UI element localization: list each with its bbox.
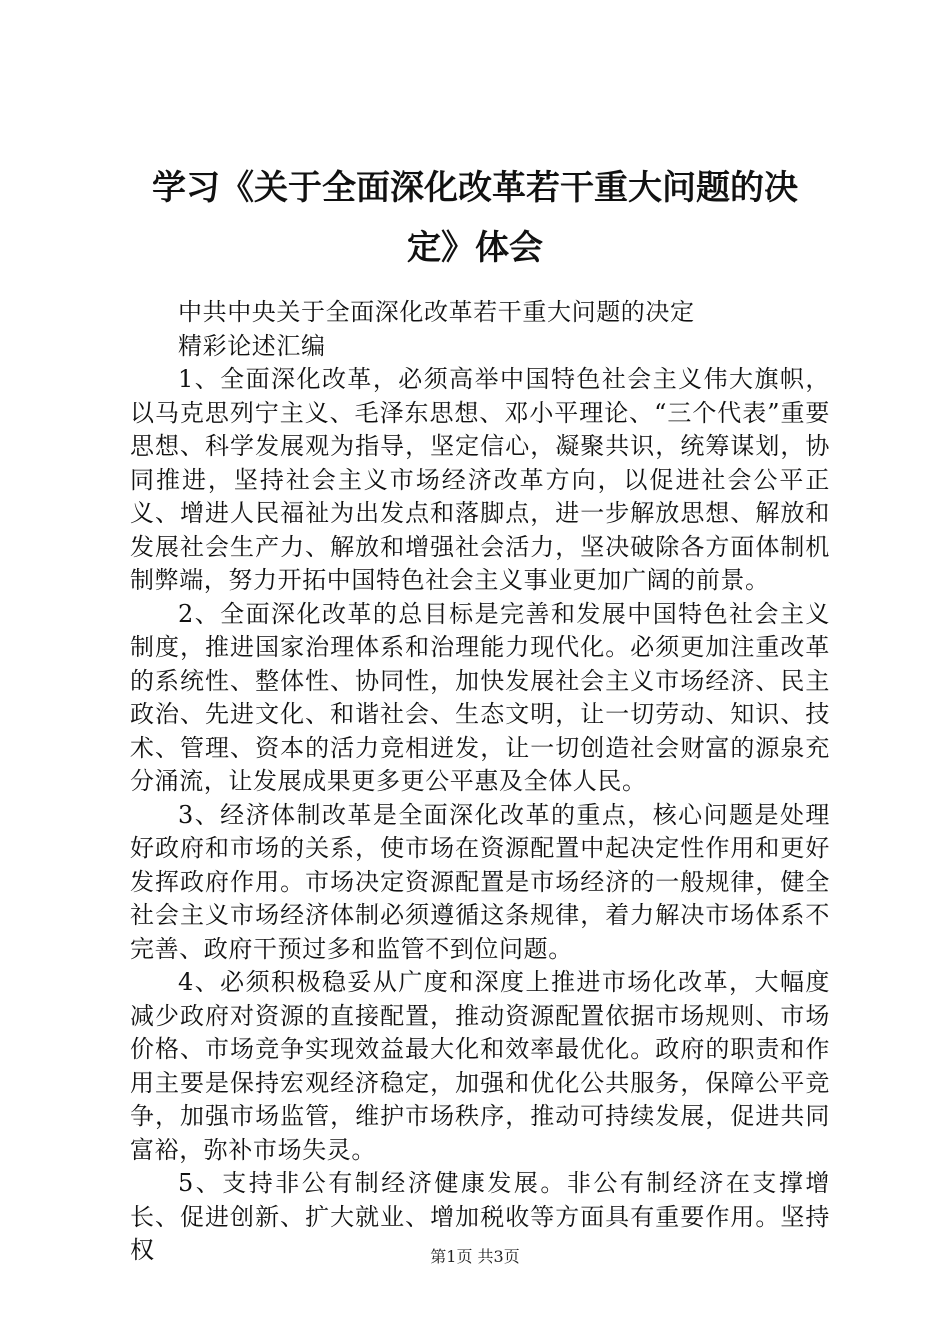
document-title	[0, 158, 950, 278]
title-line-1: 学习《关于全面深化改革若干重大问题的决	[152, 168, 798, 208]
page-footer: 第1页 共3页	[430, 1247, 520, 1266]
title-line-2: 定》体会	[407, 228, 543, 268]
subtitle-line: 精彩论述汇编	[178, 331, 326, 360]
paragraph: 2、全面深化改革的总目标是完善和发展中国特色社会主义制度，推进国家治理体系和治理能力现代化。必须更加注重改革的系统性、整体性、协同性，加快发展社会主义市场经济、民主政治、先进文化、和谐社会、生态文明，让一切劳动、知识、技术、管理、资本的活力竞相迸发，让一切创造社会财富的源泉充分涌流，让发展成果更多更公平惠及全体人民。	[130, 599, 830, 795]
paragraph: 4、必须积极稳妥从广度和深度上推进市场化改革，大幅度减少政府对资源的直接配置，推动资源配置依据市场规则、市场价格、市场竞争实现效益最大化和效率最优化。政府的职责和作用主要是保持宏观经济稳定，加强和优化公共服务，保障公平竞争，加强市场监管，维护市场秩序，推动可持续发展，促进共同富裕，弥补市场失灵。	[130, 968, 830, 1164]
subtitle-line: 中共中央关于全面深化改革若干重大问题的决定	[178, 298, 695, 326]
paragraph: 1、全面深化改革，必须高举中国特色社会主义伟大旗帜，以马克思列宁主义、毛泽东思想、邓小平理论、“三个代表”重要思想、科学发展观为指导，坚定信心，凝聚共识，统筹谋划，协同推进，坚持社会主义市场经济改革方向，以促进社会公平正义、增进人民福祉为出发点和落脚点，进一步解放思想、解放和发展社会生产力、解放和增强社会活力，坚决破除各方面体制机制弊端，努力开拓中国特色社会主义事业更加广阔的前景。	[130, 365, 830, 594]
paragraph: 3、经济体制改革是全面深化改革的重点，核心问题是处理好政府和市场的关系，使市场在资源配置中起决定性作用和更好发挥政府作用。市场决定资源配置是市场经济的一般规律，健全社会主义市场经济体制必须遵循这条规律，着力解决市场体系不完善、政府干预过多和监管不到位问题。	[130, 800, 830, 963]
paragraph: 5、支持非公有制经济健康发展。非公有制经济在支撑增长、促进创新、扩大就业、增加税收等方面具有重要作用。坚持权	[130, 1169, 830, 1264]
document-body	[130, 296, 830, 1268]
